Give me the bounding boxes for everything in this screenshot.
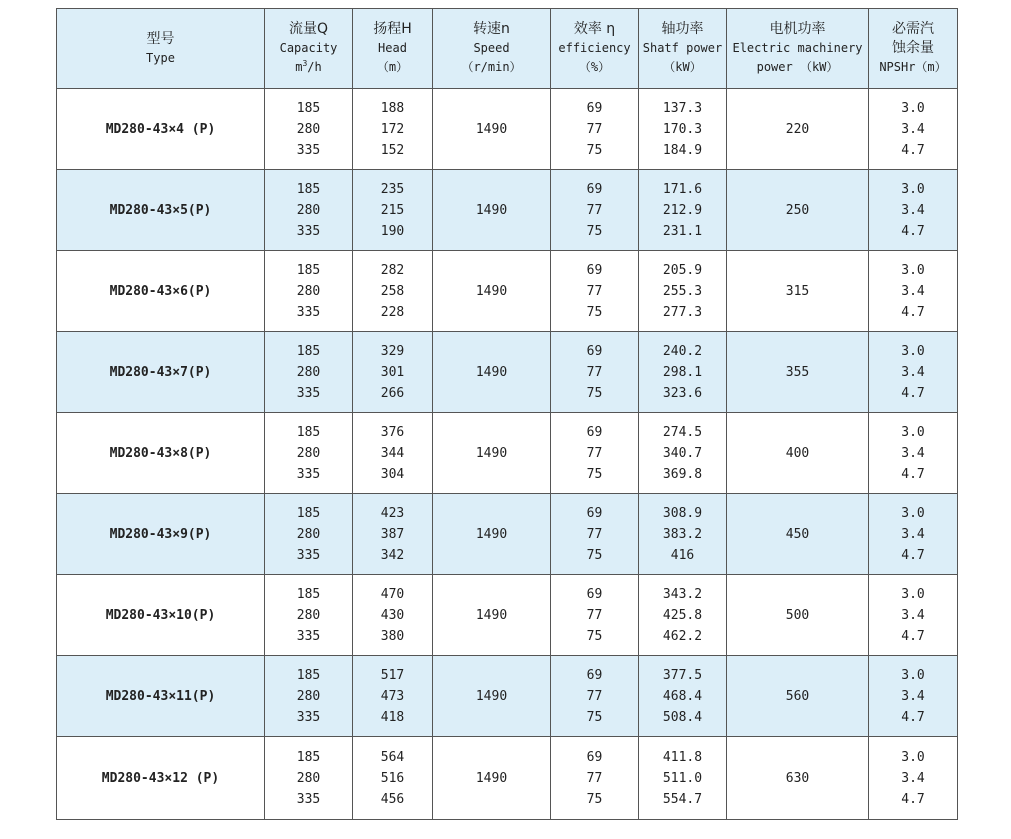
cell-value: 240.2 [662, 343, 703, 359]
cell-value: 280 [296, 283, 321, 299]
header-shaft-power-unit: （kW） [663, 60, 702, 74]
cell-shaft-power [639, 656, 727, 737]
cell-value: 3.0 [901, 100, 925, 116]
cell-value: 335 [296, 385, 321, 401]
cell-value: 4.7 [901, 223, 925, 239]
cell-npsh [869, 332, 958, 413]
header-speed-cn: 转速n [473, 21, 510, 37]
header-row [57, 9, 958, 89]
cell-value: 3.0 [901, 181, 925, 197]
cell-value: 212.9 [662, 202, 703, 218]
cell-speed [433, 575, 551, 656]
cell-value: 411.8 [662, 749, 703, 765]
cell-value: 344 [380, 445, 405, 461]
cell-value: 75 [586, 142, 603, 158]
cell-value: 343.2 [662, 586, 703, 602]
cell-speed [433, 656, 551, 737]
cell-speed [433, 170, 551, 251]
cell-capacity [265, 89, 353, 170]
cell-value: 376 [380, 424, 405, 440]
cell-electric-power [727, 89, 869, 170]
cell-shaft-power [639, 332, 727, 413]
cell-value: 3.0 [901, 505, 925, 521]
cell-value: 3.0 [901, 262, 925, 278]
cell-value: 1490 [475, 202, 508, 218]
cell-value: 3.4 [901, 688, 925, 704]
cell-value: 69 [586, 505, 603, 521]
cell-value: 335 [296, 223, 321, 239]
cell-value: 369.8 [662, 466, 703, 482]
cell-speed [433, 413, 551, 494]
cell-value: 516 [380, 770, 405, 786]
table-row [57, 575, 958, 656]
header-head-unit: （m） [376, 60, 409, 74]
cell-value: 69 [586, 667, 603, 683]
cell-value: 517 [380, 667, 405, 683]
cell-model [57, 89, 265, 170]
cell-value: 77 [586, 283, 603, 299]
cell-speed [433, 737, 551, 820]
cell-value: 280 [296, 770, 321, 786]
cell-value: 329 [380, 343, 405, 359]
model-name: MD280-43×12 (P) [101, 770, 220, 786]
cell-value: 188 [380, 100, 405, 116]
header-capacity-cn: 流量Q [288, 21, 329, 37]
cell-value: 3.4 [901, 526, 925, 542]
cell-value: 75 [586, 547, 603, 563]
cell-value: 1490 [475, 364, 508, 380]
cell-electric-power [727, 656, 869, 737]
cell-model [57, 494, 265, 575]
cell-value: 280 [296, 526, 321, 542]
cell-value: 335 [296, 547, 321, 563]
header-electric-power-unit: power （kW） [756, 60, 839, 74]
header-npsh-cn2: 蚀余量 [892, 40, 934, 56]
header-npsh [869, 9, 958, 89]
cell-value: 416 [670, 547, 695, 563]
cell-value: 335 [296, 466, 321, 482]
cell-value: 69 [586, 343, 603, 359]
cell-value: 185 [296, 181, 321, 197]
cell-value: 250 [785, 202, 810, 218]
cell-efficiency [551, 656, 639, 737]
cell-value: 205.9 [662, 262, 703, 278]
cell-value: 462.2 [662, 628, 703, 644]
table-body [57, 89, 958, 820]
cell-value: 77 [586, 526, 603, 542]
header-capacity [265, 9, 353, 89]
cell-value: 228 [380, 304, 405, 320]
cell-efficiency [551, 89, 639, 170]
table-header [57, 9, 958, 89]
cell-value: 185 [296, 749, 321, 765]
cell-model [57, 251, 265, 332]
cell-value: 77 [586, 688, 603, 704]
cell-value: 77 [586, 202, 603, 218]
cell-value: 400 [785, 445, 810, 461]
cell-value: 3.4 [901, 607, 925, 623]
cell-head [353, 737, 433, 820]
cell-value: 418 [380, 709, 405, 725]
cell-value: 387 [380, 526, 405, 542]
cell-shaft-power [639, 413, 727, 494]
header-npsh-en: NPSHr（m） [879, 60, 947, 74]
cell-value: 1490 [475, 445, 508, 461]
cell-value: 190 [380, 223, 405, 239]
cell-value: 335 [296, 304, 321, 320]
cell-efficiency [551, 251, 639, 332]
header-type [57, 9, 265, 89]
cell-value: 3.4 [901, 445, 925, 461]
cell-value: 69 [586, 749, 603, 765]
header-head [353, 9, 433, 89]
table-row [57, 89, 958, 170]
cell-value: 3.0 [901, 424, 925, 440]
cell-value: 266 [380, 385, 405, 401]
cell-value: 335 [296, 142, 321, 158]
header-electric-power-cn: 电机功率 [769, 21, 826, 37]
model-name: MD280-43×10(P) [105, 607, 216, 623]
cell-capacity [265, 494, 353, 575]
cell-value: 335 [296, 628, 321, 644]
cell-value: 258 [380, 283, 405, 299]
cell-value: 77 [586, 445, 603, 461]
model-name: MD280-43×5(P) [109, 202, 212, 218]
header-shaft-power-en: Shatf power [642, 41, 723, 55]
cell-value: 301 [380, 364, 405, 380]
cell-value: 554.7 [662, 791, 703, 807]
cell-capacity [265, 413, 353, 494]
model-name: MD280-43×8(P) [109, 445, 212, 461]
header-speed-en: Speed [473, 41, 510, 55]
cell-value: 3.0 [901, 667, 925, 683]
cell-speed [433, 89, 551, 170]
cell-value: 152 [380, 142, 405, 158]
cell-value: 280 [296, 364, 321, 380]
cell-value: 380 [380, 628, 405, 644]
cell-value: 282 [380, 262, 405, 278]
cell-electric-power [727, 737, 869, 820]
cell-value: 1490 [475, 121, 508, 137]
cell-value: 4.7 [901, 385, 925, 401]
cell-value: 3.4 [901, 202, 925, 218]
cell-value: 77 [586, 607, 603, 623]
table-row [57, 737, 958, 820]
cell-value: 75 [586, 709, 603, 725]
cell-npsh [869, 170, 958, 251]
table-row [57, 656, 958, 737]
cell-model [57, 575, 265, 656]
cell-value: 3.0 [901, 586, 925, 602]
cell-head [353, 656, 433, 737]
cell-value: 630 [785, 770, 810, 786]
header-type-cn: 型号 [146, 30, 175, 47]
cell-model [57, 656, 265, 737]
cell-value: 75 [586, 791, 603, 807]
cell-value: 280 [296, 607, 321, 623]
header-npsh-cn1: 必需汽 [892, 21, 934, 37]
cell-value: 564 [380, 749, 405, 765]
model-name: MD280-43×7(P) [109, 364, 212, 380]
cell-electric-power [727, 494, 869, 575]
model-name: MD280-43×6(P) [109, 283, 212, 299]
cell-capacity [265, 656, 353, 737]
cell-value: 69 [586, 181, 603, 197]
cell-head [353, 413, 433, 494]
cell-value: 4.7 [901, 142, 925, 158]
cell-value: 560 [785, 688, 810, 704]
cell-npsh [869, 737, 958, 820]
cell-npsh [869, 413, 958, 494]
cell-value: 3.4 [901, 770, 925, 786]
cell-value: 75 [586, 304, 603, 320]
cell-value: 450 [785, 526, 810, 542]
cell-value: 235 [380, 181, 405, 197]
header-capacity-unit: $m^3/h$ [295, 59, 322, 74]
cell-value: 75 [586, 628, 603, 644]
cell-value: 75 [586, 385, 603, 401]
cell-value: 171.6 [662, 181, 703, 197]
cell-value: 185 [296, 343, 321, 359]
cell-value: 315 [785, 283, 810, 299]
cell-value: 69 [586, 100, 603, 116]
cell-value: 137.3 [662, 100, 703, 116]
cell-value: 170.3 [662, 121, 703, 137]
cell-value: 3.0 [901, 343, 925, 359]
cell-value: 383.2 [662, 526, 703, 542]
cell-value: 323.6 [662, 385, 703, 401]
cell-efficiency [551, 413, 639, 494]
cell-value: 77 [586, 364, 603, 380]
cell-value: 3.0 [901, 749, 925, 765]
header-electric-power [727, 9, 869, 89]
cell-value: 185 [296, 100, 321, 116]
cell-capacity [265, 332, 353, 413]
header-type-en: Type [146, 50, 175, 65]
cell-head [353, 251, 433, 332]
cell-value: 69 [586, 424, 603, 440]
cell-value: 468.4 [662, 688, 703, 704]
cell-head [353, 332, 433, 413]
cell-speed [433, 494, 551, 575]
header-capacity-en: Capacity [279, 41, 338, 55]
table-row [57, 170, 958, 251]
cell-capacity [265, 737, 353, 820]
cell-value: 335 [296, 791, 321, 807]
cell-electric-power [727, 413, 869, 494]
cell-value: 1490 [475, 607, 508, 623]
cell-shaft-power [639, 89, 727, 170]
cell-electric-power [727, 332, 869, 413]
cell-speed [433, 251, 551, 332]
cell-value: 304 [380, 466, 405, 482]
cell-value: 511.0 [662, 770, 703, 786]
cell-value: 280 [296, 202, 321, 218]
cell-value: 75 [586, 223, 603, 239]
cell-efficiency [551, 494, 639, 575]
cell-value: 75 [586, 466, 603, 482]
cell-shaft-power [639, 494, 727, 575]
cell-value: 423 [380, 505, 405, 521]
cell-value: 355 [785, 364, 810, 380]
cell-efficiency [551, 737, 639, 820]
cell-value: 4.7 [901, 547, 925, 563]
cell-value: 185 [296, 262, 321, 278]
cell-electric-power [727, 170, 869, 251]
cell-value: 185 [296, 667, 321, 683]
cell-value: 4.7 [901, 304, 925, 320]
cell-head [353, 170, 433, 251]
header-electric-power-en: Electric machinery [732, 41, 863, 55]
cell-value: 4.7 [901, 709, 925, 725]
cell-value: 277.3 [662, 304, 703, 320]
cell-npsh [869, 494, 958, 575]
cell-value: 1490 [475, 770, 508, 786]
cell-value: 342 [380, 547, 405, 563]
cell-value: 184.9 [662, 142, 703, 158]
cell-value: 1490 [475, 283, 508, 299]
cell-value: 280 [296, 688, 321, 704]
cell-speed [433, 332, 551, 413]
cell-value: 3.4 [901, 121, 925, 137]
cell-model [57, 737, 265, 820]
cell-value: 220 [785, 121, 810, 137]
cell-head [353, 494, 433, 575]
cell-value: 215 [380, 202, 405, 218]
cell-value: 470 [380, 586, 405, 602]
pump-performance-table [56, 8, 958, 820]
cell-value: 308.9 [662, 505, 703, 521]
header-efficiency-en: efficiency [558, 41, 631, 55]
header-head-cn: 扬程H [373, 21, 412, 37]
cell-value: 1490 [475, 526, 508, 542]
cell-electric-power [727, 251, 869, 332]
header-efficiency-cn: 效率 η [573, 21, 616, 37]
cell-value: 4.7 [901, 466, 925, 482]
header-efficiency [551, 9, 639, 89]
table-row [57, 332, 958, 413]
cell-value: 185 [296, 505, 321, 521]
cell-value: 185 [296, 424, 321, 440]
cell-shaft-power [639, 170, 727, 251]
cell-npsh [869, 656, 958, 737]
cell-efficiency [551, 170, 639, 251]
cell-value: 280 [296, 445, 321, 461]
cell-value: 425.8 [662, 607, 703, 623]
model-name: MD280-43×9(P) [109, 526, 212, 542]
model-name: MD280-43×11(P) [105, 688, 216, 704]
cell-value: 4.7 [901, 628, 925, 644]
cell-capacity [265, 575, 353, 656]
cell-value: 274.5 [662, 424, 703, 440]
cell-value: 508.4 [662, 709, 703, 725]
cell-value: 3.4 [901, 364, 925, 380]
header-efficiency-unit: （%） [578, 60, 611, 74]
cell-value: 77 [586, 121, 603, 137]
cell-value: 231.1 [662, 223, 703, 239]
cell-shaft-power [639, 575, 727, 656]
cell-value: 377.5 [662, 667, 703, 683]
cell-head [353, 575, 433, 656]
cell-value: 77 [586, 770, 603, 786]
header-shaft-power [639, 9, 727, 89]
cell-npsh [869, 89, 958, 170]
cell-value: 473 [380, 688, 405, 704]
cell-value: 340.7 [662, 445, 703, 461]
cell-value: 500 [785, 607, 810, 623]
header-head-en: Head [378, 41, 407, 55]
cell-value: 185 [296, 586, 321, 602]
cell-npsh [869, 251, 958, 332]
cell-value: 69 [586, 586, 603, 602]
header-shaft-power-cn: 轴功率 [661, 21, 704, 37]
cell-capacity [265, 170, 353, 251]
table-row [57, 413, 958, 494]
cell-value: 298.1 [662, 364, 703, 380]
cell-value: 4.7 [901, 791, 925, 807]
cell-npsh [869, 575, 958, 656]
header-speed [433, 9, 551, 89]
cell-value: 335 [296, 709, 321, 725]
cell-value: 255.3 [662, 283, 703, 299]
cell-head [353, 89, 433, 170]
table-row [57, 494, 958, 575]
model-name: MD280-43×4 (P) [105, 121, 216, 137]
cell-electric-power [727, 575, 869, 656]
cell-shaft-power [639, 737, 727, 820]
cell-model [57, 332, 265, 413]
cell-value: 3.4 [901, 283, 925, 299]
cell-capacity [265, 251, 353, 332]
cell-value: 172 [380, 121, 405, 137]
cell-value: 456 [380, 791, 405, 807]
header-speed-unit: （r/min） [461, 60, 522, 74]
cell-shaft-power [639, 251, 727, 332]
cell-value: 69 [586, 262, 603, 278]
cell-efficiency [551, 332, 639, 413]
cell-efficiency [551, 575, 639, 656]
cell-value: 430 [380, 607, 405, 623]
cell-model [57, 413, 265, 494]
table-row [57, 251, 958, 332]
cell-value: 1490 [475, 688, 508, 704]
cell-model [57, 170, 265, 251]
cell-value: 280 [296, 121, 321, 137]
